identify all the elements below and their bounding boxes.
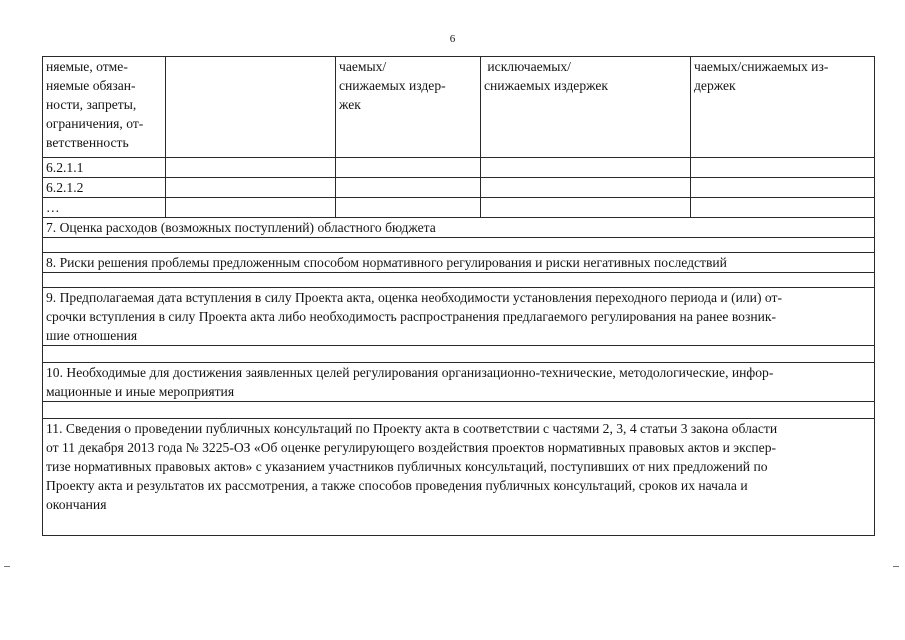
section-line: тизе нормативных правовых актов» с указанием участников публичных консультаций, поступивших от них предложений по bbox=[46, 459, 768, 474]
header-line: снижаемых издержек bbox=[484, 78, 608, 93]
header-line: снижаемых издер- bbox=[339, 78, 446, 93]
section-line: 10. Необходимые для достижения заявленных целей регулирования организационно-технические, методологические, инфор- bbox=[46, 365, 774, 380]
section-11-row bbox=[43, 419, 875, 536]
section-9-answer-row bbox=[43, 346, 875, 363]
section-line: Проекту акта и результатов их рассмотрения, а также способов проведения публичных консультаций, сроков их начала и bbox=[46, 478, 748, 493]
header-cell-empty bbox=[166, 57, 336, 158]
header-line: жек bbox=[339, 97, 361, 112]
table-cell bbox=[691, 198, 875, 218]
table-cell bbox=[481, 158, 691, 178]
table-cell bbox=[691, 178, 875, 198]
table-cell bbox=[481, 178, 691, 198]
table-row bbox=[43, 198, 875, 218]
section-11-heading bbox=[43, 419, 875, 536]
left-scan-mark bbox=[4, 566, 10, 567]
section-7-answer-row bbox=[43, 238, 875, 253]
header-cell-reduced-costs bbox=[691, 57, 875, 158]
section-line: мационные и иные мероприятия bbox=[46, 384, 235, 399]
table-header-row bbox=[43, 57, 875, 158]
section-line: 8. Риски решения проблемы предложенным способом нормативного регулирования и риски негативных последствий bbox=[46, 255, 727, 270]
section-7-heading bbox=[43, 218, 875, 238]
section-10-heading bbox=[43, 363, 875, 402]
header-line: исключаемых/ bbox=[484, 59, 571, 74]
regulation-assessment-table bbox=[42, 56, 875, 536]
section-line: от 11 декабря 2013 года № 3225-ОЗ «Об оценке регулирующего воздействия проектов нормативных правовых актов и экспер- bbox=[46, 440, 777, 455]
table-cell bbox=[336, 178, 481, 198]
table-cell bbox=[336, 198, 481, 218]
section-8-answer-row bbox=[43, 273, 875, 288]
right-scan-mark bbox=[893, 566, 899, 567]
section-10-answer bbox=[43, 402, 875, 419]
section-line: 9. Предполагаемая дата вступления в силу Проекта акта, оценка необходимости установления переходного периода и (или) от- bbox=[46, 290, 782, 305]
row-number: 6.2.1.2 bbox=[43, 178, 166, 198]
header-line: чаемых/ bbox=[339, 59, 387, 74]
header-line: ветственность bbox=[46, 135, 129, 150]
section-10-row bbox=[43, 363, 875, 402]
row-number: 6.2.1.1 bbox=[43, 158, 166, 178]
section-7-row bbox=[43, 218, 875, 238]
header-line: ограничения, от- bbox=[46, 116, 144, 131]
section-9-answer bbox=[43, 346, 875, 363]
table-cell bbox=[166, 198, 336, 218]
section-line: окончания bbox=[46, 497, 107, 512]
header-line: держек bbox=[694, 78, 736, 93]
section-8-answer bbox=[43, 273, 875, 288]
section-8-heading bbox=[43, 253, 875, 273]
header-cell-excluded-costs bbox=[481, 57, 691, 158]
header-line: чаемых/снижаемых из- bbox=[694, 59, 829, 74]
row-number: … bbox=[43, 198, 166, 218]
table-cell bbox=[481, 198, 691, 218]
section-10-answer-row bbox=[43, 402, 875, 419]
section-9-heading bbox=[43, 288, 875, 346]
table-cell bbox=[166, 178, 336, 198]
header-line: няемые, отме- bbox=[46, 59, 128, 74]
header-cell-prohibitions bbox=[43, 57, 166, 158]
table-cell bbox=[336, 158, 481, 178]
section-line: 11. Сведения о проведении публичных консультаций по Проекту акта в соответствии с частями 2, 3, 4 статьи 3 закона области bbox=[46, 421, 778, 436]
section-7-answer bbox=[43, 238, 875, 253]
header-line: няемые обязан- bbox=[46, 78, 136, 93]
header-cell-costs bbox=[336, 57, 481, 158]
table-cell bbox=[166, 158, 336, 178]
section-line: срочки вступления в силу Проекта акта либо необходимость распространения предлагаемого регулирования на ранее возник- bbox=[46, 309, 777, 324]
section-line: 7. Оценка расходов (возможных поступлений) областного бюджета bbox=[46, 220, 436, 235]
table-cell bbox=[691, 158, 875, 178]
section-9-row bbox=[43, 288, 875, 346]
table-row bbox=[43, 158, 875, 178]
header-line: ности, запреты, bbox=[46, 97, 137, 112]
page-number: 6 bbox=[449, 33, 456, 45]
table-row bbox=[43, 178, 875, 198]
section-8-row bbox=[43, 253, 875, 273]
section-line: шие отношения bbox=[46, 328, 138, 343]
